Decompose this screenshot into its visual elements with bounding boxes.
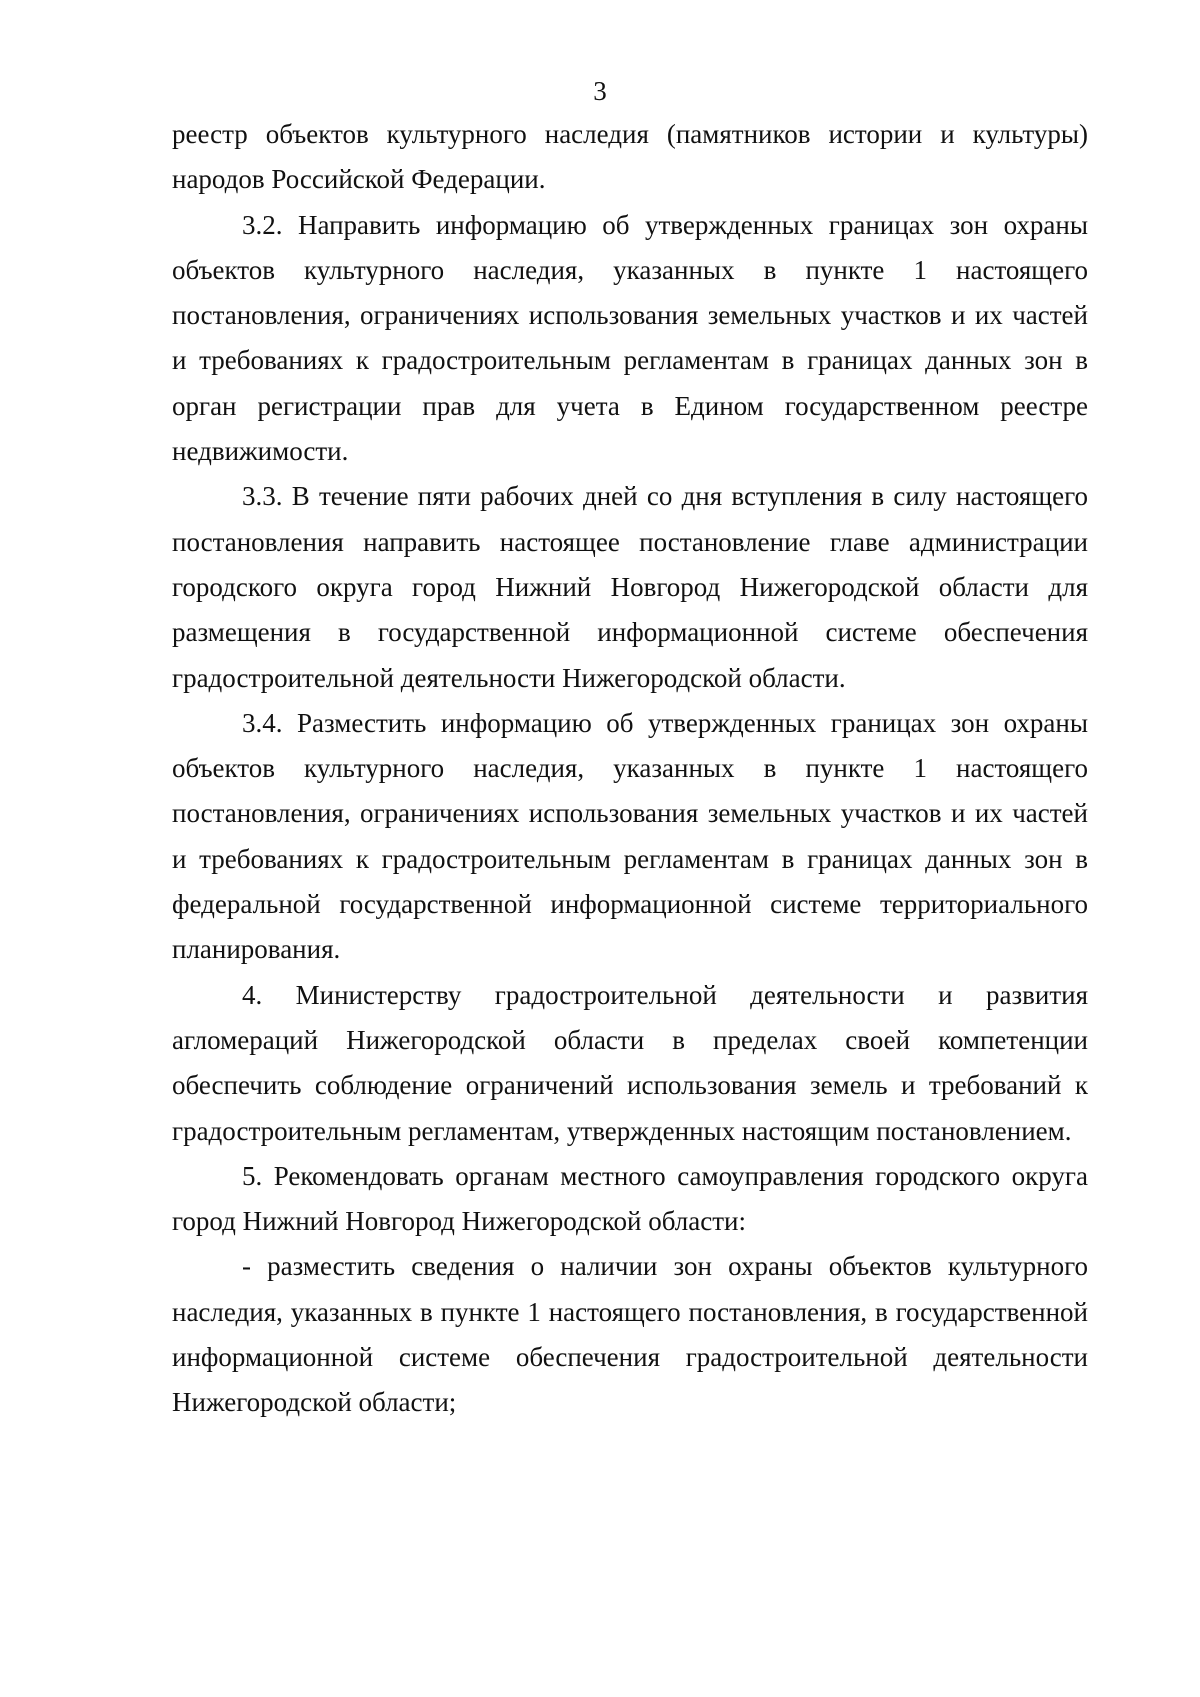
paragraph-continuation: реестр объектов культурного наследия (памятников истории и культуры) народов Российской Федерации. [172,119,1088,195]
paragraph-3-2: 3.2. Направить информацию об утвержденных границах зон охраны объектов культурного наследия, указанных в пункте 1 настоящего постановления, ограничениях использования земельных участков и их частей и требованиях к градостроительным регламентам в границах данных зон в орган регистрации прав для учета в Едином государственном реестре недвижимости. [172,209,1088,467]
paragraph-3-3: 3.3. В течение пяти рабочих дней со дня вступления в силу настоящего постановления направить настоящее постановление главе администрации городского округа город Нижний Новгород Нижегородской области для размещения в государственной информационной системе обеспечения градостроительной деятельности Нижегородской области. [172,481,1088,693]
paragraph-4: 4. Министерству градостроительной деятельности и развития агломераций Нижегородской области в пределах своей компетенции обеспечить соблюдение ограничений использования земель и требований к градостроительным регламентам, утвержденных настоящим постановлением. [172,979,1088,1146]
paragraph-5: 5. Рекомендовать органам местного самоуправления городского округа город Нижний Новгород Нижегородской области: [172,1160,1088,1237]
document-body [172,112,1088,1426]
paragraph-3-4: 3.4. Разместить информацию об утвержденных границах зон охраны объектов культурного наследия, указанных в пункте 1 настоящего постановления, ограничениях использования земельных участков и их частей и требованиях к градостроительным регламентам в границах данных зон в федеральной государственной информационной системе территориального планирования. [172,707,1088,965]
page-number: 3 [593,76,607,106]
paragraph-5-bullet: - разместить сведения о наличии зон охраны объектов культурного наследия, указанных в пункте 1 настоящего постановления, в государственной информационной системе обеспечения градостроительной деятельности Нижегородской области; [172,1251,1088,1418]
